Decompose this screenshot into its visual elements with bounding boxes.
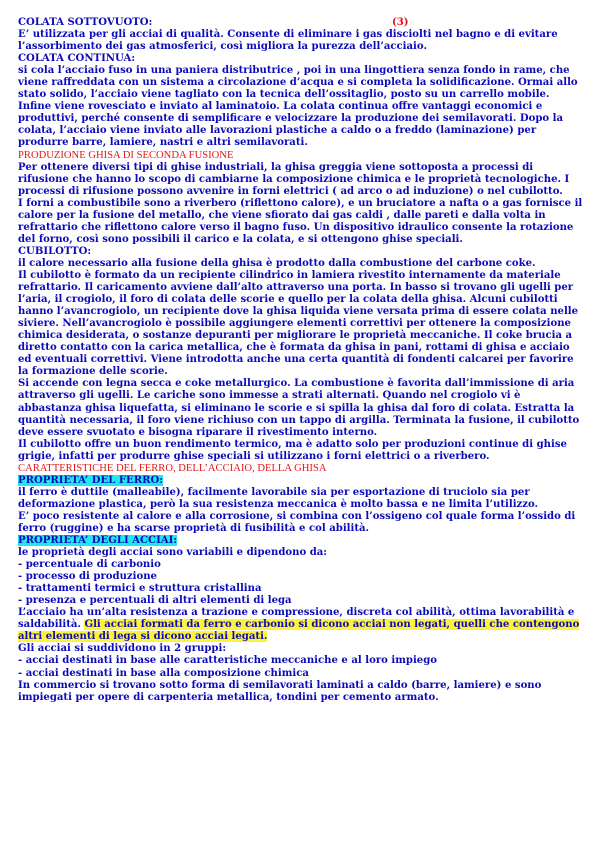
page-number: (3) xyxy=(392,17,409,28)
paragraph-acciaio-resistenza xyxy=(18,607,584,643)
list-item: - percentuale di carbonio xyxy=(18,559,161,571)
paragraph-ferro-duttile: il ferro è duttile (malleabile), facilmente lavorabile sia per esportazione di truciolo sia per deformazione plastica, però la sua resistenza meccanica è molto bassa e ne limita l’utilizzo. xyxy=(18,486,539,510)
list-item: - presenza e percentuali di altri elementi di lega xyxy=(18,595,292,607)
paragraph-proprieta-acciai: le proprietà degli acciai sono variabili e dipendono da: xyxy=(18,547,328,559)
heading-cubilotto: CUBILOTTO: xyxy=(18,245,92,257)
paragraph-colata-continua: si cola l’acciaio fuso in una paniera distributrice , poi in una lingottiera senza fondo in rame, che viene raffreddata con un sistema a circolazione d’acqua e si completa la solidificazione. Ormai allo stato solido, l’acciaio viene tagliato con la tecnica dell’ossitaglio, posto su un carrello mobile. Infine viene rovesciato e inviato al laminatoio. La colata continua offre vantaggi economici e produttivi, perché consente di semplificare e velocizzare la produzione dei semilavorati. Dopo la colata, l’acciaio viene inviato alle lavorazioni plastiche a caldo o a freddo (laminazione) per produrre barre, lamiere, nastri e altri semilavorati. xyxy=(18,65,578,149)
list-item: - acciai destinati in base alla composizione chimica xyxy=(18,667,309,679)
paragraph-cubilotto-struttura: Il cubilotto è formato da un recipiente cilindrico in lamiera rivestito internamente da materiale refrattario. Il caricamento avviene dall’alto attraverso una porta. In basso si trovano gli ugelli per l’aria, il crogiolo, il foro di colata delle scorie e quello per la colata della ghisa. Alcuni cubilotti hanno l’avancrogiolo, un recipiente dove la ghisa liquida viene versata prima di essere colata nelle siviere. Nell’avancrogiolo è possibile aggiungere elementi correttivi per ottenere la composizione chimica desiderata, o sostanze depuranti per migliorare le proprietà meccaniche. Il coke brucia a diretto contatto con la carica metallica, che è formata da ghisa in pani, rottami di ghisa e acciaio ed eventuali correttivi. Viene introdotta anche una certa quantità di fondenti calcarei per favorire la formazione delle scorie. xyxy=(18,269,579,378)
heading-colata-sottovuoto: COLATA SOTTOVUOTO: xyxy=(18,17,153,28)
paragraph-forni-riverbero: I forni a combustibile sono a riverbero (riflettono calore), e un bruciatore a nafta o a gas fornisce il calore per la fusione del metallo, che viene sfiorato dai gas caldi , dalle pareti e dalla volta in refrattario che riflettono calore verso il bagno fuso. Un dispositivo idraulico consente la rotazione del forno, così sono possibili il carico e la colata, e si ottengono ghise speciali. xyxy=(18,197,583,245)
heading-proprieta-ferro: PROPRIETA’ DEL FERRO: xyxy=(18,474,163,486)
list-item: - trattamenti termici e struttura cristallina xyxy=(18,583,262,595)
paragraph-acciaio-text: L’acciaio ha un’alta resistenza a trazione e compressione, discreta col abilità, ottima lavorabilità e saldabilità. xyxy=(18,607,575,631)
paragraph-ferro-corrosione: E’ poco resistente al calore e alla corrosione, si combina con l’ossigeno col quale forma l’ossido di ferro (ruggine) e ha scarse proprietà di fusibilità e col abilità. xyxy=(18,510,576,534)
list-item: - acciai destinati in base alle caratteristiche meccaniche e al loro impiego xyxy=(18,655,438,667)
paragraph-commercio: In commercio si trovano sotto forma di semilavorati laminati a caldo (barre, lamiere) e sono impiegati per opere di carpenteria metallica, tondini per cemento armato. xyxy=(18,679,542,703)
heading-proprieta-acciai: PROPRIETA’ DEGLI ACCIAI: xyxy=(18,535,178,547)
heading-line xyxy=(18,17,584,29)
paragraph-sottovuoto: E’ utilizzata per gli acciai di qualità. Consente di eliminare i gas disciolti nel bagno e di evitare l’assorbimento dei gas atmosferici, così migliora la purezza dell’acciaio. xyxy=(18,29,558,53)
heading-colata-continua: COLATA CONTINUA: xyxy=(18,53,136,65)
paragraph-cubilotto-calore: il calore necessario alla fusione della ghisa è prodotto dalla combustione del carbone coke. xyxy=(18,257,536,269)
document-page xyxy=(18,17,584,704)
paragraph-gruppi: Gli acciai si suddividono in 2 gruppi: xyxy=(18,643,227,655)
heading-caratteristiche: CARATTERISTICHE DEL FERRO, DELL’ACCIAIO, DELLA GHISA xyxy=(18,462,327,474)
list-item: - processo di produzione xyxy=(18,571,157,583)
heading-ghisa-seconda-fusione: PRODUZIONE GHISA DI SECONDA FUSIONE xyxy=(18,149,234,161)
paragraph-cubilotto-rendimento: Il cubilotto offre un buon rendimento termico, ma è adatto solo per produzioni continue di ghise grigie, infatti per produrre ghise speciali si utilizzano i forni elettrici o a riverbero. xyxy=(18,438,567,462)
paragraph-cubilotto-accensione: Si accende con legna secca e coke metallurgico. La combustione è favorita dall’immissione di aria attraverso gli ugelli. Le cariche sono immesse a strati alternati. Quando nel crogiolo vi è abbastanza ghisa liquefatta, si eliminano le scorie e si spilla la ghisa dal foro di colata. Estratta la quantità necessaria, il foro viene richiuso con un tappo di argilla. Terminata la fusione, il cubilotto deve essere svuotato e bisogna riparare il rivestimento interno. xyxy=(18,378,580,438)
paragraph-rifusione: Per ottenere diversi tipi di ghise industriali, la ghisa greggia viene sottoposta a processi di rifusione che hanno lo scopo di cambiarne la composizione chimica e le proprietà tecnologiche. I processi di rifusione possono avvenire in forni elettrici ( ad arco o ad induzione) o nel cubilotto. xyxy=(18,161,570,197)
highlighted-definition: Gli acciai formati da ferro e carbonio si dicono acciai non legati, quelli che contengono altri elementi di lega si dicono acciai legati. xyxy=(18,619,580,643)
